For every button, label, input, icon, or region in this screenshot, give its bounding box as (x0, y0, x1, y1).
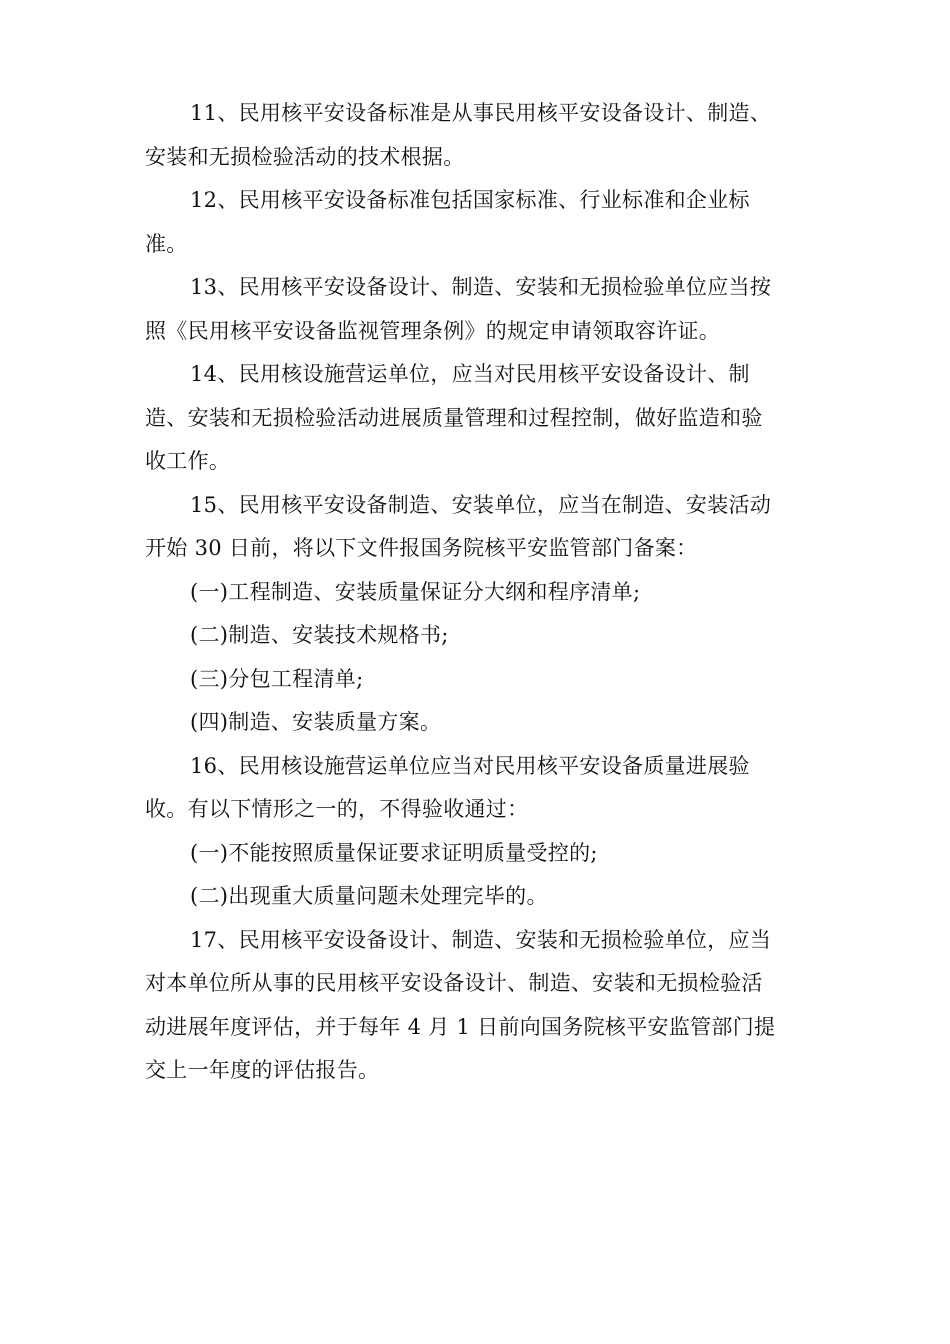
paragraph-17-line-1: 17、民用核平安设备设计、制造、安装和无损检验单位，应当 (190, 927, 772, 952)
document-body (145, 92, 810, 1093)
paragraph-13-line-2: 照《民用核平安设备监视管理条例》的规定申请领取容许证。 (145, 318, 721, 343)
paragraph-15-line-1: 15、民用核平安设备制造、安装单位，应当在制造、安装活动 (190, 492, 772, 517)
paragraph-11-line-2: 安装和无损检验活动的技术根据。 (145, 144, 465, 169)
paragraph-14-line-1: 14、民用核设施营运单位，应当对民用核平安设备设计、制 (190, 362, 750, 386)
paragraph-15-line-2: 开始 30 日前，将以下文件报国务院核平安监管部门备案： (145, 536, 698, 560)
paragraph-15-item-4: (四)制造、安装质量方案。 (190, 710, 442, 734)
paragraph-14-line-2: 造、安装和无损检验活动进展质量管理和过程控制，做好监造和验 (145, 405, 763, 430)
paragraph-16-item-2: (二)出现重大质量问题未处理完毕的。 (190, 884, 548, 908)
paragraph-16-item-1: (一)不能按照质量保证要求证明质量受控的; (190, 840, 598, 865)
paragraph-11-line-1: 11、民用核平安设备标准是从事民用核平安设备设计、制造、 (190, 101, 772, 125)
paragraph-12-line-2: 准。 (145, 231, 188, 256)
paragraph-17-line-4: 交上一年度的评估报告。 (145, 1058, 380, 1082)
paragraph-16-line-2: 收。有以下情形之一的，不得验收通过： (145, 797, 529, 821)
paragraph-14-line-3: 收工作。 (145, 449, 231, 473)
paragraph-17-line-2: 对本单位所从事的民用核平安设备设计、制造、安装和无损检验活 (145, 971, 763, 995)
paragraph-15-item-1: (一)工程制造、安装质量保证分大纲和程序清单; (190, 579, 641, 604)
paragraph-15-item-2: (二)制造、安装技术规格书; (190, 623, 449, 647)
paragraph-16-line-1: 16、民用核设施营运单位应当对民用核平安设备质量进展验 (190, 753, 750, 778)
paragraph-12-line-1: 12、民用核平安设备标准包括国家标准、行业标准和企业标 (190, 188, 750, 212)
paragraph-15-item-3: (三)分包工程清单; (190, 666, 364, 691)
paragraph-13-line-1: 13、民用核平安设备设计、制造、安装和无损检验单位应当按 (190, 275, 772, 299)
paragraph-17-line-3: 动进展年度评估，并于每年 4 月 1 日前向国务院核平安监管部门提 (145, 1014, 776, 1039)
